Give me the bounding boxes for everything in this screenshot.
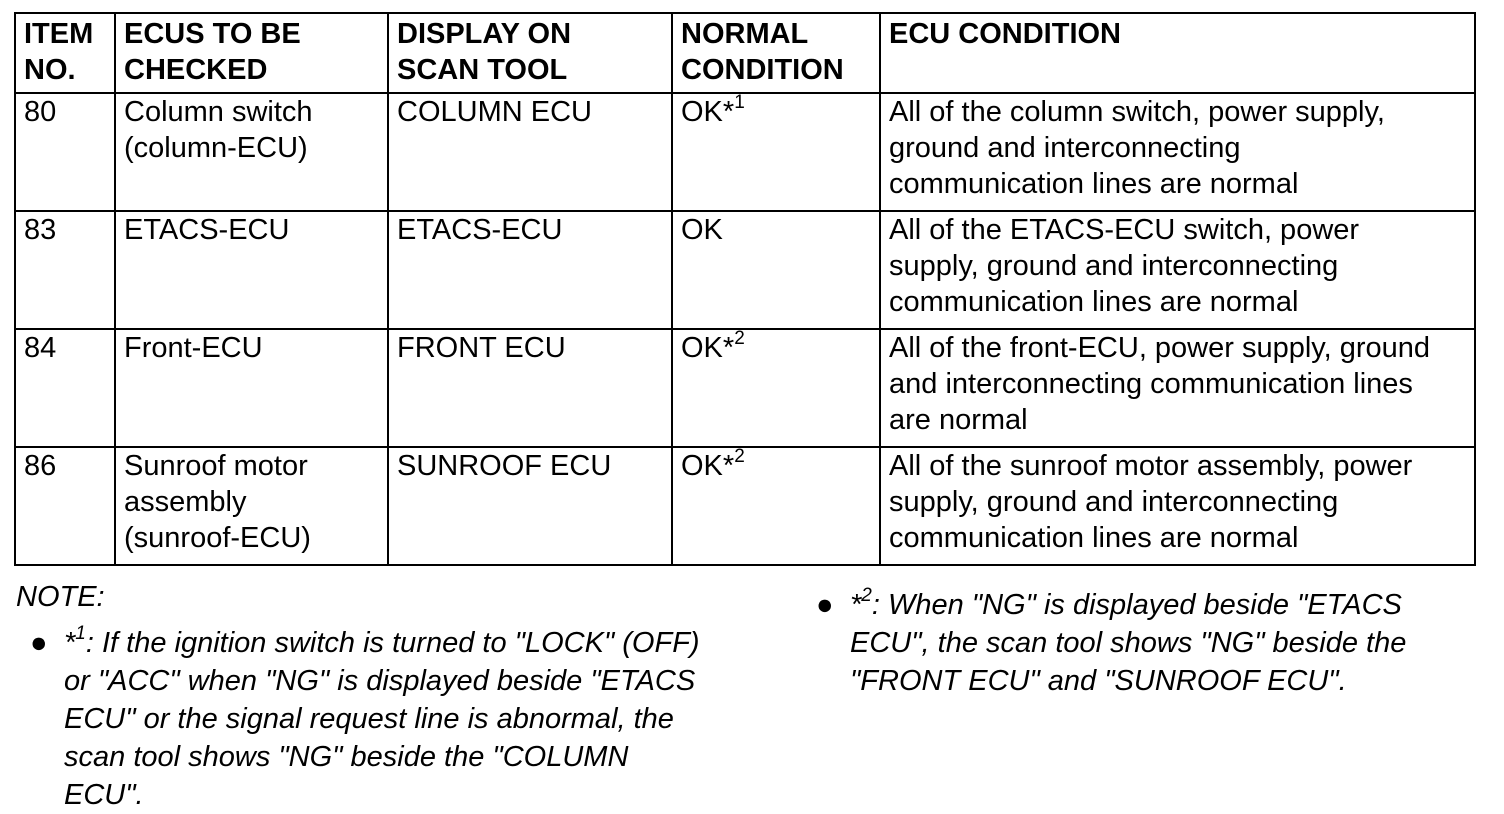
cell-cond-line1: All of the column switch, power supply, <box>889 96 1385 128</box>
table-header-row <box>15 13 1475 93</box>
header-item-no <box>15 13 115 93</box>
note-title: NOTE: <box>16 581 105 613</box>
cell-ecu-line1: Column switch <box>124 96 313 128</box>
cell-display: SUNROOF ECU <box>388 447 672 565</box>
cell-ecu-condition <box>880 93 1475 211</box>
cell-cond-line3: are normal <box>889 404 1028 436</box>
cell-item-no: 84 <box>15 329 115 447</box>
header-display-line2: SCAN TOOL <box>397 54 568 86</box>
header-normal-condition <box>672 13 880 93</box>
note-1-line5: ECU". <box>64 779 144 811</box>
cell-ecu-condition <box>880 329 1475 447</box>
header-item-no-line2: NO. <box>24 54 76 86</box>
footnote-ref-1: 1 <box>734 92 745 114</box>
cell-cond-line2: supply, ground and interconnecting <box>889 486 1339 518</box>
note-1-line1: : If the ignition switch is turned to "LOCK" (OFF) <box>85 627 700 659</box>
cell-cond-line1: All of the sunroof motor assembly, power <box>889 450 1413 482</box>
note-item-1 <box>30 624 770 814</box>
note-1-text <box>64 624 770 814</box>
cell-normal-value: OK* <box>681 96 735 128</box>
header-ecus-line1: ECUS TO BE <box>124 18 301 50</box>
cell-normal-condition <box>672 329 880 447</box>
note-2-sup: 2 <box>861 585 872 607</box>
note-1-line3: ECU" or the signal request line is abnormal, the <box>64 703 674 735</box>
ecu-check-table <box>14 12 1476 566</box>
header-item-no-line1: ITEM <box>24 18 94 50</box>
cell-display: FRONT ECU <box>388 329 672 447</box>
cell-ecu-condition <box>880 211 1475 329</box>
cell-item-no: 83 <box>15 211 115 329</box>
footnote-ref-2: 2 <box>734 446 745 468</box>
note-2-star: * <box>850 589 862 621</box>
header-normal-line1: NORMAL <box>681 18 809 50</box>
header-ecus-line2: CHECKED <box>124 54 268 86</box>
note-1-line4: scan tool shows "NG" beside the "COLUMN <box>64 741 629 773</box>
table-row <box>15 447 1475 565</box>
cell-ecu-checked <box>115 93 388 211</box>
note-1-sup: 1 <box>75 623 86 645</box>
cell-normal-value: OK <box>681 214 723 246</box>
note-2-line2: ECU", the scan tool shows "NG" beside the <box>850 627 1407 659</box>
cell-cond-line3: communication lines are normal <box>889 522 1299 554</box>
cell-item-no: 86 <box>15 447 115 565</box>
note-2-line3: "FRONT ECU" and "SUNROOF ECU". <box>850 665 1347 697</box>
note-1-star: * <box>64 627 76 659</box>
header-normal-line2: CONDITION <box>681 54 844 86</box>
cell-cond-line1: All of the ETACS-ECU switch, power <box>889 214 1360 246</box>
cell-normal-value: OK* <box>681 450 735 482</box>
cell-display: COLUMN ECU <box>388 93 672 211</box>
cell-ecu-checked <box>115 447 388 565</box>
cell-display: ETACS-ECU <box>388 211 672 329</box>
cell-cond-line2: supply, ground and interconnecting <box>889 250 1339 282</box>
cell-ecu-line1: Sunroof motor <box>124 450 308 482</box>
note-2-text <box>850 586 1486 700</box>
table-row <box>15 93 1475 211</box>
cell-normal-condition <box>672 93 880 211</box>
bullet-icon: ● <box>816 589 834 621</box>
bullet-icon: ● <box>30 627 48 659</box>
cell-item-no: 80 <box>15 93 115 211</box>
table-row <box>15 329 1475 447</box>
note-2-line1: : When "NG" is displayed beside "ETACS <box>871 589 1402 621</box>
cell-cond-line2: ground and interconnecting <box>889 132 1241 164</box>
cell-ecu-condition <box>880 447 1475 565</box>
footnote-ref-2: 2 <box>734 328 745 350</box>
header-display-on-scan-tool <box>388 13 672 93</box>
cell-ecu-checked <box>115 329 388 447</box>
table-row <box>15 211 1475 329</box>
note-1-line2: or "ACC" when "NG" is displayed beside "ETACS <box>64 665 696 697</box>
header-display-line1: DISPLAY ON <box>397 18 572 50</box>
header-ecu-condition <box>880 13 1475 93</box>
cell-ecu-line3: (sunroof-ECU) <box>124 522 311 554</box>
cell-ecu-checked <box>115 211 388 329</box>
cell-ecu-line1: ETACS-ECU <box>124 214 290 246</box>
cell-ecu-line2: assembly <box>124 486 247 518</box>
cell-cond-line2: and interconnecting communication lines <box>889 368 1413 400</box>
cell-cond-line3: communication lines are normal <box>889 168 1299 200</box>
cell-ecu-line2: (column-ECU) <box>124 132 308 164</box>
cell-normal-value: OK* <box>681 332 735 364</box>
header-ecu-condition-label: ECU CONDITION <box>889 18 1121 50</box>
cell-cond-line1: All of the front-ECU, power supply, ground <box>889 332 1431 364</box>
cell-ecu-line1: Front-ECU <box>124 332 263 364</box>
note-item-2 <box>816 586 1486 700</box>
cell-cond-line3: communication lines are normal <box>889 286 1299 318</box>
cell-normal-condition <box>672 211 880 329</box>
header-ecus-to-be-checked <box>115 13 388 93</box>
cell-normal-condition <box>672 447 880 565</box>
